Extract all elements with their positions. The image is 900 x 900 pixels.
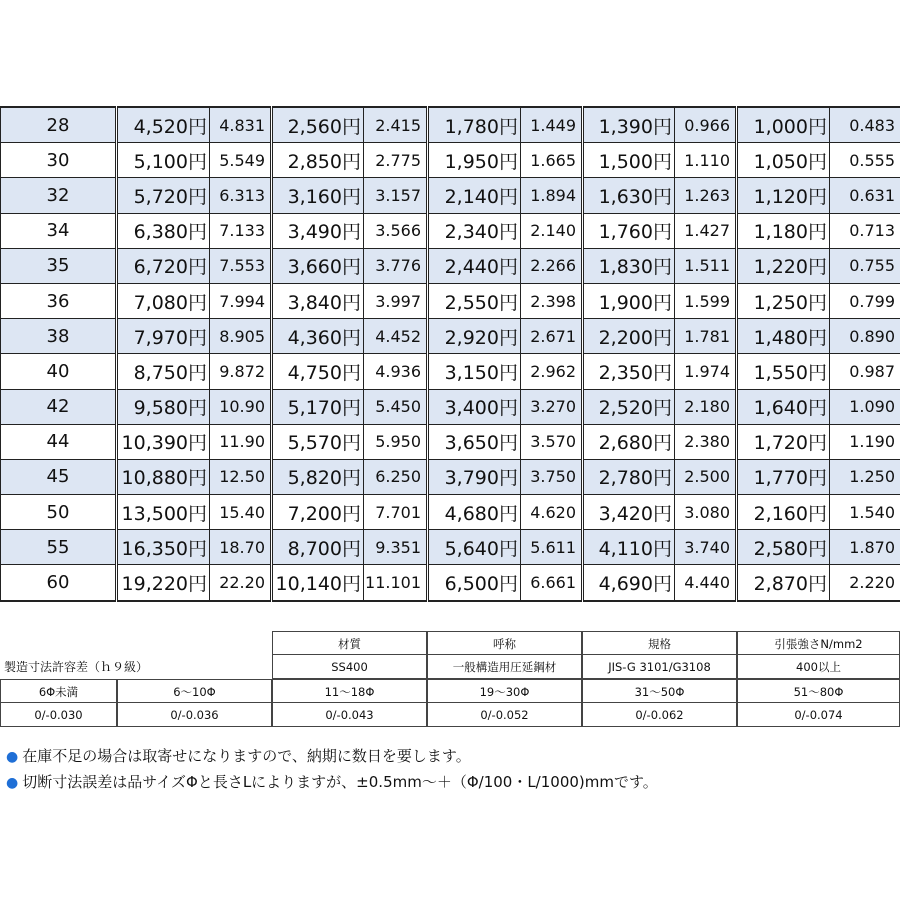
price-cell: 7,200円 bbox=[272, 495, 364, 530]
price-cell: 8,750円 bbox=[117, 354, 210, 389]
weight-cell: 1.870 bbox=[830, 530, 900, 565]
weight-cell: 3.157 bbox=[364, 178, 428, 213]
price-cell: 1,000円 bbox=[737, 107, 830, 143]
price-cell: 1,760円 bbox=[583, 213, 675, 248]
price-cell: 2,200円 bbox=[583, 319, 675, 354]
size-cell: 55 bbox=[1, 530, 117, 565]
weight-cell: 1.263 bbox=[675, 178, 737, 213]
weight-cell: 4.452 bbox=[364, 319, 428, 354]
spec-value-material: SS400 bbox=[272, 655, 427, 679]
price-cell: 3,790円 bbox=[428, 459, 521, 494]
price-row bbox=[1, 424, 900, 459]
weight-cell: 1.110 bbox=[675, 143, 737, 178]
price-cell: 3,420円 bbox=[583, 495, 675, 530]
weight-cell: 5.950 bbox=[364, 424, 428, 459]
weight-cell: 12.50 bbox=[210, 459, 272, 494]
weight-cell: 4.620 bbox=[521, 495, 583, 530]
price-cell: 5,570円 bbox=[272, 424, 364, 459]
tolerance-cell: 0/-0.062 bbox=[582, 703, 737, 727]
note-stock bbox=[6, 745, 471, 766]
price-cell: 5,640円 bbox=[428, 530, 521, 565]
size-cell: 42 bbox=[1, 389, 117, 424]
price-cell: 4,360円 bbox=[272, 319, 364, 354]
weight-cell: 10.90 bbox=[210, 389, 272, 424]
weight-cell: 2.180 bbox=[675, 389, 737, 424]
price-cell: 7,970円 bbox=[117, 319, 210, 354]
weight-cell: 2.380 bbox=[675, 424, 737, 459]
weight-cell: 2.266 bbox=[521, 248, 583, 283]
weight-cell: 1.250 bbox=[830, 459, 900, 494]
price-cell: 5,100円 bbox=[117, 143, 210, 178]
weight-cell: 1.190 bbox=[830, 424, 900, 459]
price-cell: 10,140円 bbox=[272, 565, 364, 601]
price-row bbox=[1, 283, 900, 318]
price-cell: 8,700円 bbox=[272, 530, 364, 565]
weight-cell: 9.351 bbox=[364, 530, 428, 565]
size-cell: 32 bbox=[1, 178, 117, 213]
price-cell: 9,580円 bbox=[117, 389, 210, 424]
weight-cell: 2.220 bbox=[830, 565, 900, 601]
weight-cell: 3.740 bbox=[675, 530, 737, 565]
weight-cell: 1.511 bbox=[675, 248, 737, 283]
price-cell: 4,690円 bbox=[583, 565, 675, 601]
price-cell: 1,500円 bbox=[583, 143, 675, 178]
price-cell: 2,140円 bbox=[428, 178, 521, 213]
spec-value-name: 一般構造用圧延鋼材 bbox=[427, 655, 582, 679]
tolerance-cell: 0/-0.052 bbox=[427, 703, 582, 727]
price-cell: 13,500円 bbox=[117, 495, 210, 530]
price-row bbox=[1, 389, 900, 424]
price-row bbox=[1, 107, 900, 143]
weight-cell: 4.831 bbox=[210, 107, 272, 143]
price-cell: 1,770円 bbox=[737, 459, 830, 494]
price-cell: 3,840円 bbox=[272, 283, 364, 318]
weight-cell: 6.313 bbox=[210, 178, 272, 213]
note-cutting-text: 切断寸法誤差は品サイズΦと長さLによりますが、±0.5mm～＋（Φ/100・L/1000)mmです。 bbox=[22, 773, 658, 791]
price-table-body bbox=[1, 107, 900, 601]
price-cell: 4,110円 bbox=[583, 530, 675, 565]
price-cell: 10,880円 bbox=[117, 459, 210, 494]
weight-cell: 22.20 bbox=[210, 565, 272, 601]
weight-cell: 3.570 bbox=[521, 424, 583, 459]
size-cell: 36 bbox=[1, 283, 117, 318]
weight-cell: 2.398 bbox=[521, 283, 583, 318]
size-cell: 34 bbox=[1, 213, 117, 248]
price-cell: 3,490円 bbox=[272, 213, 364, 248]
weight-cell: 9.872 bbox=[210, 354, 272, 389]
weight-cell: 3.776 bbox=[364, 248, 428, 283]
note-stock-text: 在庫不足の場合は取寄せになりますので、納期に数日を要します。 bbox=[22, 747, 471, 765]
weight-cell: 1.540 bbox=[830, 495, 900, 530]
weight-cell: 3.566 bbox=[364, 213, 428, 248]
range-cell: 6～10Φ bbox=[117, 679, 272, 703]
price-cell: 1,900円 bbox=[583, 283, 675, 318]
price-cell: 3,650円 bbox=[428, 424, 521, 459]
weight-cell: 18.70 bbox=[210, 530, 272, 565]
price-cell: 16,350円 bbox=[117, 530, 210, 565]
spec-header-material: 材質 bbox=[272, 631, 427, 655]
price-row bbox=[1, 319, 900, 354]
price-cell: 19,220円 bbox=[117, 565, 210, 601]
weight-cell: 1.427 bbox=[675, 213, 737, 248]
price-row bbox=[1, 530, 900, 565]
price-cell: 1,550円 bbox=[737, 354, 830, 389]
price-cell: 1,950円 bbox=[428, 143, 521, 178]
size-cell: 44 bbox=[1, 424, 117, 459]
spec-header-name: 呼称 bbox=[427, 631, 582, 655]
size-cell: 60 bbox=[1, 565, 117, 601]
spec-header-tensile: 引張強さN/mm2 bbox=[737, 631, 900, 655]
price-row bbox=[1, 565, 900, 601]
price-cell: 1,720円 bbox=[737, 424, 830, 459]
price-cell: 6,380円 bbox=[117, 213, 210, 248]
price-cell: 2,550円 bbox=[428, 283, 521, 318]
weight-cell: 3.997 bbox=[364, 283, 428, 318]
weight-cell: 5.549 bbox=[210, 143, 272, 178]
spec-value-standard: JIS-G 3101/G3108 bbox=[582, 655, 737, 679]
range-cell: 31～50Φ bbox=[582, 679, 737, 703]
weight-cell: 11.101 bbox=[364, 565, 428, 601]
weight-cell: 2.775 bbox=[364, 143, 428, 178]
weight-cell: 0.713 bbox=[830, 213, 900, 248]
weight-cell: 0.755 bbox=[830, 248, 900, 283]
size-cell: 40 bbox=[1, 354, 117, 389]
price-row bbox=[1, 178, 900, 213]
weight-cell: 1.665 bbox=[521, 143, 583, 178]
weight-cell: 2.962 bbox=[521, 354, 583, 389]
price-cell: 1,640円 bbox=[737, 389, 830, 424]
size-cell: 30 bbox=[1, 143, 117, 178]
range-cell: 51～80Φ bbox=[737, 679, 900, 703]
price-cell: 3,660円 bbox=[272, 248, 364, 283]
weight-cell: 2.671 bbox=[521, 319, 583, 354]
price-cell: 2,850円 bbox=[272, 143, 364, 178]
weight-cell: 5.450 bbox=[364, 389, 428, 424]
price-cell: 2,520円 bbox=[583, 389, 675, 424]
price-cell: 1,250円 bbox=[737, 283, 830, 318]
weight-cell: 1.894 bbox=[521, 178, 583, 213]
weight-cell: 0.631 bbox=[830, 178, 900, 213]
price-cell: 3,160円 bbox=[272, 178, 364, 213]
price-cell: 2,580円 bbox=[737, 530, 830, 565]
note-cutting bbox=[6, 771, 658, 792]
weight-cell: 6.661 bbox=[521, 565, 583, 601]
range-cell: 11～18Φ bbox=[272, 679, 427, 703]
tolerance-cell: 0/-0.036 bbox=[117, 703, 272, 727]
weight-cell: 1.449 bbox=[521, 107, 583, 143]
weight-cell: 0.483 bbox=[830, 107, 900, 143]
weight-cell: 4.440 bbox=[675, 565, 737, 601]
weight-cell: 7.994 bbox=[210, 283, 272, 318]
price-row bbox=[1, 459, 900, 494]
price-cell: 2,160円 bbox=[737, 495, 830, 530]
weight-cell: 1.781 bbox=[675, 319, 737, 354]
size-cell: 35 bbox=[1, 248, 117, 283]
price-cell: 6,720円 bbox=[117, 248, 210, 283]
price-cell: 1,120円 bbox=[737, 178, 830, 213]
price-cell: 2,440円 bbox=[428, 248, 521, 283]
weight-cell: 3.270 bbox=[521, 389, 583, 424]
weight-cell: 1.599 bbox=[675, 283, 737, 318]
tolerance-cell: 0/-0.074 bbox=[737, 703, 900, 727]
price-cell: 2,340円 bbox=[428, 213, 521, 248]
weight-cell: 1.090 bbox=[830, 389, 900, 424]
spec-header-standard: 規格 bbox=[582, 631, 737, 655]
spec-tolerance-row bbox=[0, 703, 900, 727]
price-cell: 3,150円 bbox=[428, 354, 521, 389]
tolerance-cell: 0/-0.030 bbox=[0, 703, 117, 727]
price-cell: 2,920円 bbox=[428, 319, 521, 354]
price-cell: 2,870円 bbox=[737, 565, 830, 601]
price-cell: 6,500円 bbox=[428, 565, 521, 601]
price-cell: 1,630円 bbox=[583, 178, 675, 213]
weight-cell: 7.701 bbox=[364, 495, 428, 530]
price-row bbox=[1, 248, 900, 283]
price-cell: 1,390円 bbox=[583, 107, 675, 143]
spec-header-row bbox=[0, 631, 900, 655]
bullet-icon: ● bbox=[6, 775, 19, 791]
price-cell: 1,780円 bbox=[428, 107, 521, 143]
bullet-icon: ● bbox=[6, 749, 19, 765]
weight-cell: 0.555 bbox=[830, 143, 900, 178]
weight-cell: 2.500 bbox=[675, 459, 737, 494]
price-cell: 1,220円 bbox=[737, 248, 830, 283]
weight-cell: 3.080 bbox=[675, 495, 737, 530]
price-cell: 1,180円 bbox=[737, 213, 830, 248]
spec-range-row bbox=[0, 679, 900, 703]
price-cell: 10,390円 bbox=[117, 424, 210, 459]
weight-cell: 2.415 bbox=[364, 107, 428, 143]
price-row bbox=[1, 213, 900, 248]
size-cell: 38 bbox=[1, 319, 117, 354]
size-cell: 45 bbox=[1, 459, 117, 494]
price-row bbox=[1, 354, 900, 389]
range-cell: 6Φ未満 bbox=[0, 679, 117, 703]
weight-cell: 15.40 bbox=[210, 495, 272, 530]
weight-cell: 8.905 bbox=[210, 319, 272, 354]
spec-value-row bbox=[0, 655, 900, 679]
price-cell: 4,750円 bbox=[272, 354, 364, 389]
spec-value-tensile: 400以上 bbox=[737, 655, 900, 679]
price-cell: 2,780円 bbox=[583, 459, 675, 494]
price-cell: 4,680円 bbox=[428, 495, 521, 530]
weight-cell: 0.799 bbox=[830, 283, 900, 318]
weight-cell: 4.936 bbox=[364, 354, 428, 389]
weight-cell: 2.140 bbox=[521, 213, 583, 248]
price-cell: 1,830円 bbox=[583, 248, 675, 283]
size-cell: 28 bbox=[1, 107, 117, 143]
weight-cell: 0.890 bbox=[830, 319, 900, 354]
price-cell: 1,050円 bbox=[737, 143, 830, 178]
price-cell: 2,350円 bbox=[583, 354, 675, 389]
weight-cell: 6.250 bbox=[364, 459, 428, 494]
weight-cell: 3.750 bbox=[521, 459, 583, 494]
price-cell: 5,720円 bbox=[117, 178, 210, 213]
price-table bbox=[0, 106, 900, 602]
price-cell: 7,080円 bbox=[117, 283, 210, 318]
weight-cell: 7.553 bbox=[210, 248, 272, 283]
price-cell: 4,520円 bbox=[117, 107, 210, 143]
price-row bbox=[1, 143, 900, 178]
weight-cell: 11.90 bbox=[210, 424, 272, 459]
tolerance-title: 製造寸法許容差（ｈ９級） bbox=[4, 660, 149, 674]
weight-cell: 1.974 bbox=[675, 354, 737, 389]
weight-cell: 7.133 bbox=[210, 213, 272, 248]
weight-cell: 5.611 bbox=[521, 530, 583, 565]
price-row bbox=[1, 495, 900, 530]
weight-cell: 0.966 bbox=[675, 107, 737, 143]
price-cell: 5,170円 bbox=[272, 389, 364, 424]
range-cell: 19～30Φ bbox=[427, 679, 582, 703]
price-cell: 5,820円 bbox=[272, 459, 364, 494]
size-cell: 50 bbox=[1, 495, 117, 530]
price-cell: 2,560円 bbox=[272, 107, 364, 143]
weight-cell: 0.987 bbox=[830, 354, 900, 389]
tolerance-cell: 0/-0.043 bbox=[272, 703, 427, 727]
price-cell: 2,680円 bbox=[583, 424, 675, 459]
price-cell: 3,400円 bbox=[428, 389, 521, 424]
price-cell: 1,480円 bbox=[737, 319, 830, 354]
